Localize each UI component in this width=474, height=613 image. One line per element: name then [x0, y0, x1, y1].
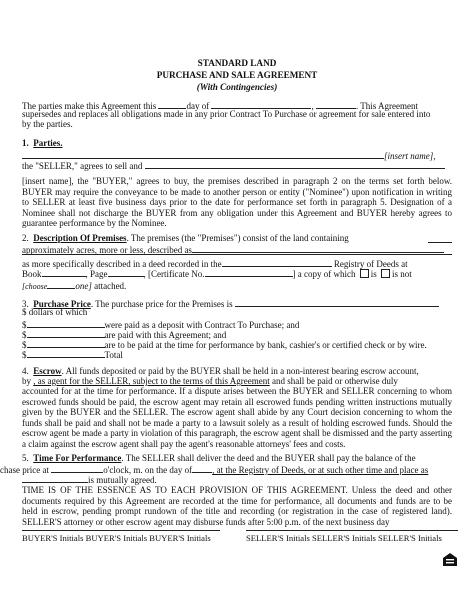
- intro-line-2: supersedes and replaces all obligations made in any prior Contract To Purchase or agreement for sale entered into: [22, 109, 431, 119]
- intro-line-3: by the parties.: [22, 119, 73, 129]
- seller-agrees-line: the "SELLER," agrees to sell and: [22, 159, 445, 172]
- price-row: $ were paid as a deposit with Contract To Purchase; and: [22, 320, 300, 330]
- section-2-line-1: 2. Description Of Premises. The premises (the "Premises") consist of the land containing: [22, 233, 452, 244]
- section-5-line-2: chase price at o'clock, m. on the day of , at the Registry of Deeds, or at such other time and place as: [0, 465, 429, 475]
- is-checkbox[interactable]: [360, 269, 369, 278]
- section-5-line-1: 5. Time For Performance. The SELLER shall deliver the deed and the BUYER shall pay the balance of the: [22, 453, 416, 463]
- month-field[interactable]: [211, 99, 311, 109]
- page-field[interactable]: [108, 267, 144, 277]
- seller-initials-line[interactable]: [246, 530, 458, 531]
- seller-name-line: [insert name],: [22, 149, 436, 162]
- acres-field[interactable]: [428, 233, 452, 243]
- day-field[interactable]: [158, 99, 186, 109]
- buyer-initials-line[interactable]: [22, 530, 220, 531]
- book-field[interactable]: [42, 267, 86, 277]
- section-1-paragraph: [insert name], the "BUYER," agrees to buy, the premises described in paragraph 2 on the terms set forth below. BUYER may require the conveyance to be made to another person or entity ("Nominee") upon notification in writing to SELLER at least five business days prior to the date for performance set forth in paragraph 5. Designation of a Nominee shall not discharge the BUYER from any obligation under this Agreement and BUYER hereby agrees to guarantee performance by the Nominee.: [22, 176, 452, 228]
- certificate-field[interactable]: [205, 267, 293, 277]
- performance-date-field[interactable]: [22, 473, 88, 483]
- buyer-name-field[interactable]: [145, 159, 445, 169]
- section-4-line-2: by , as agent for the SELLER, subject to the terms of this Agreement and shall be paid or otherwise duly: [22, 376, 398, 386]
- section-2-line-4: Book , Page , [Certificate No. ] a copy of which is is not: [22, 269, 412, 279]
- title-line-2: PURCHASE AND SALE AGREEMENT: [156, 70, 318, 80]
- year-field[interactable]: [316, 99, 356, 109]
- dollars-line: $ dollars of which: [22, 307, 88, 317]
- section-4-paragraph: accounted for at the time for performance. If a dispute arises between the BUYER and SELLER concerning to whom escrowed funds should be paid, the escrow agent may retain all escrowed funds pending written instructions mutually given by the BUYER and the SELLER. The escrow agent shall abide by any Court decision concerning to whom the funds shall be paid and shall not be made a party to a lawsuit solely as a result of holding escrowed funds. Should the escrow agent be made a party in violation of this paragraph, the escrow agent shall be dismissed and the party asserting a claim against the escrow agent shall pay the agent's reasonable attorneys' fees and costs.: [22, 386, 452, 449]
- is-not-checkbox[interactable]: [381, 269, 390, 278]
- seller-name-field[interactable]: [22, 149, 384, 159]
- price-row: $ are paid with this Agreement; and: [22, 330, 227, 340]
- escrow-agent-field[interactable]: , as agent for the SELLER, subject to the terms of this Agreement: [33, 376, 270, 386]
- section-5-line-3: is mutually agreed.: [22, 473, 157, 486]
- section-2-line-2: approximately acres, more or less, described as: [22, 243, 444, 256]
- price-row: $ Total: [22, 350, 123, 360]
- performance-day-field[interactable]: [192, 463, 212, 473]
- price-row: $ are to be paid at the time for performance by bank, cashier's or certified check or by wire.: [22, 340, 427, 350]
- section-2-line-3: as more specifically described in a deed recorded in the Registry of Deeds at: [22, 259, 408, 269]
- total-amount-field[interactable]: [27, 348, 105, 358]
- section-3-line-1: 3. Purchase Price. The purchase price for the Premises is: [22, 297, 439, 310]
- section-2-line-5: [choose one] attached.: [22, 281, 127, 291]
- title-line-3: (With Contingencies): [196, 82, 278, 92]
- description-field[interactable]: [192, 243, 444, 253]
- buyer-initials-label: BUYER'S Initials BUYER'S Initials BUYER'S Initials: [22, 533, 211, 543]
- title-line-1: STANDARD LAND: [197, 58, 277, 68]
- seller-initials-label: SELLER'S Initials SELLER'S Initials SELLER'S Initials: [246, 533, 442, 543]
- time-field[interactable]: [51, 463, 103, 473]
- equal-housing-opportunity-icon: [442, 552, 458, 572]
- section-5-paragraph: TIME IS OF THE ESSENCE AS TO EACH PROVISION OF THIS AGREEMENT. Unless the deed and other documents required by this Agreement are recorded at the time for performance, all documents and funds are to be held in escrow, pending prompt rundown of the title and recording (or registration in the case of registered land). SELLER'S attorney or other escrow agent may disburse funds after 5:00 p.m. of the next business day: [22, 485, 452, 527]
- balance-amount-field[interactable]: [27, 338, 105, 348]
- description-continuation-line[interactable]: [22, 254, 452, 255]
- registry-field[interactable]: [222, 257, 332, 267]
- section-4-line-1: 4. Escrow. All funds deposited or paid by the BUYER shall be held in a non-interest bearing escrow account,: [22, 366, 419, 376]
- intro-line-1: The parties make this Agreement this day of , . This Agreement: [22, 101, 419, 111]
- deposit-amount-field[interactable]: [27, 318, 105, 328]
- purchase-price-field[interactable]: [235, 297, 439, 307]
- section-1-heading: 1. Parties.: [22, 138, 63, 148]
- agreement-payment-field[interactable]: [27, 328, 105, 338]
